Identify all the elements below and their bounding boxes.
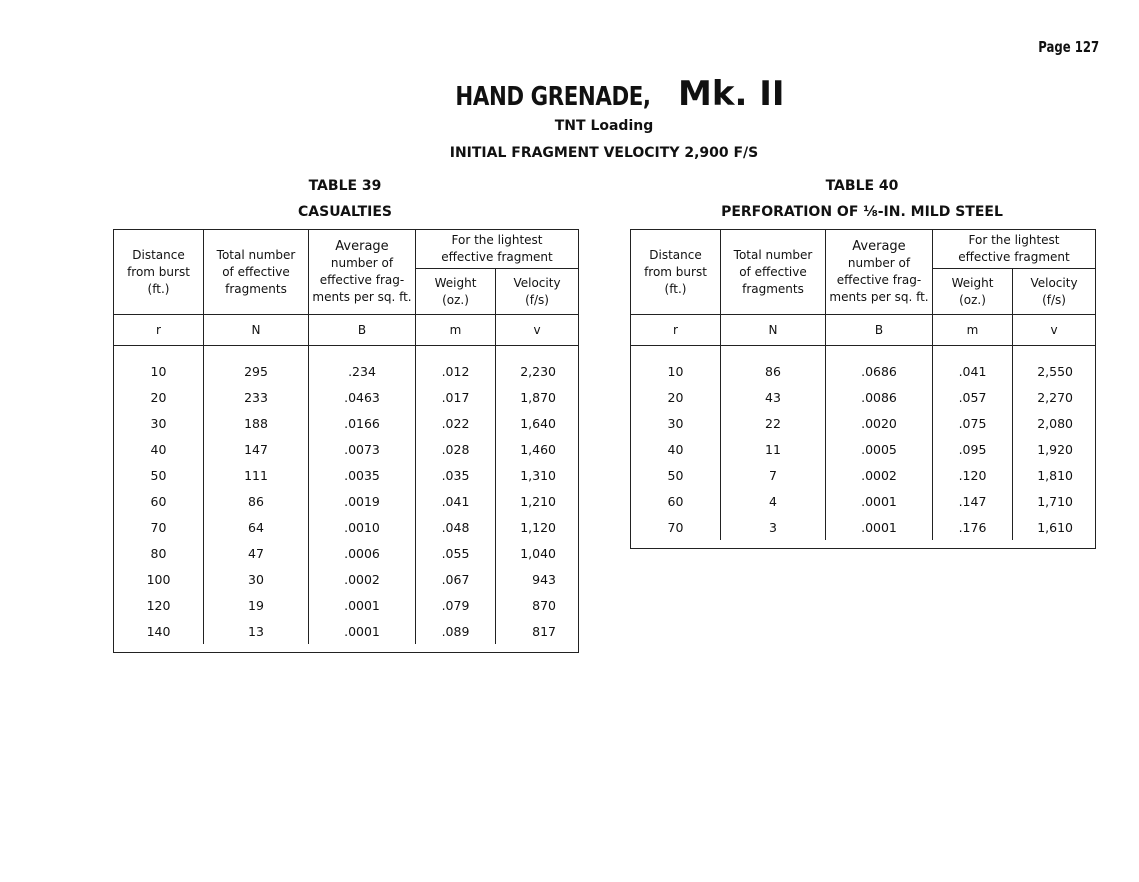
header-average: Average number of effective frag- ments per sq. ft. [826,230,933,315]
cell: .0002 [826,462,933,488]
cell: 1,870 [496,384,579,410]
cell: 10 [114,358,204,384]
header-weight: Weight (oz.) [416,269,496,315]
header-total: Total number of effective fragments [721,230,826,315]
header-distance: Distance from burst (ft.) [114,230,204,315]
subtitle-velocity: INITIAL FRAGMENT VELOCITY 2,900 F/S [449,145,759,161]
cell: .0002 [309,566,416,592]
cell: .120 [933,462,1013,488]
cell: 147 [204,436,309,462]
cell: .147 [933,488,1013,514]
header-total: Total number of effective fragments [204,230,309,315]
symbol-b: B [309,315,416,346]
table39-label: TABLE 39 [308,178,382,194]
cell: 20 [631,384,721,410]
cell: 86 [204,488,309,514]
cell: .0001 [826,514,933,540]
cell: .017 [416,384,496,410]
cell: 1,920 [1013,436,1096,462]
table40-name: PERFORATION OF ⅛-IN. MILD STEEL [721,204,1003,220]
cell: .075 [933,410,1013,436]
cell: .012 [416,358,496,384]
cell: 120 [114,592,204,618]
cell: 233 [204,384,309,410]
cell: .041 [416,488,496,514]
symbol-m: m [933,315,1013,346]
cell: 30 [204,566,309,592]
header-lightest: For the lightest effective fragment [416,230,579,269]
symbol-m: m [416,315,496,346]
cell: .055 [416,540,496,566]
cell: 70 [114,514,204,540]
symbol-b: B [826,315,933,346]
cell: 2,270 [1013,384,1096,410]
header-distance: Distance from burst (ft.) [631,230,721,315]
cell: 188 [204,410,309,436]
cell: 1,710 [1013,488,1096,514]
cell: 1,640 [496,410,579,436]
cell: 1,310 [496,462,579,488]
cell: .0020 [826,410,933,436]
header-average: Average number of effective frag- ments per sq. ft. [309,230,416,315]
cell: 86 [721,358,826,384]
cell: 1,460 [496,436,579,462]
cell: 50 [114,462,204,488]
symbol-v: v [1013,315,1096,346]
cell: 111 [204,462,309,488]
cell: 40 [631,436,721,462]
symbol-r: r [114,315,204,346]
header-velocity: Velocity (f/s) [496,269,579,315]
cell: 20 [114,384,204,410]
cell: .035 [416,462,496,488]
cell: 19 [204,592,309,618]
symbol-n: N [204,315,309,346]
page-title [0,74,1139,114]
cell: 47 [204,540,309,566]
page-number: Page 127 [1038,38,1099,56]
cell: .057 [933,384,1013,410]
symbol-r: r [631,315,721,346]
cell: 943 [496,566,579,592]
cell: .0006 [309,540,416,566]
title-model: Mk. II [678,74,785,114]
title-main: HAND GRENADE, [455,82,652,112]
header-weight: Weight (oz.) [933,269,1013,315]
cell: .0005 [826,436,933,462]
cell: .0035 [309,462,416,488]
cell: 43 [721,384,826,410]
cell: .079 [416,592,496,618]
cell: 1,120 [496,514,579,540]
cell: 1,810 [1013,462,1096,488]
cell: .0001 [309,592,416,618]
cell: 1,040 [496,540,579,566]
cell: .089 [416,618,496,644]
perforation-table [630,229,1096,549]
cell: 11 [721,436,826,462]
cell: 30 [631,410,721,436]
cell: 40 [114,436,204,462]
table40-label: TABLE 40 [825,178,899,194]
cell: 870 [496,592,579,618]
cell: 60 [631,488,721,514]
cell: .0686 [826,358,933,384]
cell: 1,610 [1013,514,1096,540]
symbol-n: N [721,315,826,346]
cell: 50 [631,462,721,488]
cell: .022 [416,410,496,436]
cell: 2,080 [1013,410,1096,436]
cell: .0166 [309,410,416,436]
cell: .176 [933,514,1013,540]
cell: .067 [416,566,496,592]
header-lightest: For the lightest effective fragment [933,230,1096,269]
cell: .0001 [309,618,416,644]
cell: .0463 [309,384,416,410]
cell: .048 [416,514,496,540]
cell: .0019 [309,488,416,514]
cell: .0001 [826,488,933,514]
table39-name: CASUALTIES [298,204,392,220]
cell: 13 [204,618,309,644]
cell: 295 [204,358,309,384]
subtitle-loading: TNT Loading [554,118,654,134]
cell: .0086 [826,384,933,410]
symbol-v: v [496,315,579,346]
cell: .0073 [309,436,416,462]
cell: 140 [114,618,204,644]
cell: 64 [204,514,309,540]
cell: 100 [114,566,204,592]
cell: .028 [416,436,496,462]
cell: 4 [721,488,826,514]
cell: .234 [309,358,416,384]
casualties-table [113,229,579,653]
cell: .095 [933,436,1013,462]
cell: 60 [114,488,204,514]
cell: 7 [721,462,826,488]
cell: 22 [721,410,826,436]
cell: 817 [496,618,579,644]
cell: 70 [631,514,721,540]
header-velocity: Velocity (f/s) [1013,269,1096,315]
cell: 10 [631,358,721,384]
cell: 2,230 [496,358,579,384]
cell: .0010 [309,514,416,540]
cell: 30 [114,410,204,436]
cell: 2,550 [1013,358,1096,384]
cell: 80 [114,540,204,566]
cell: 3 [721,514,826,540]
cell: 1,210 [496,488,579,514]
cell: .041 [933,358,1013,384]
